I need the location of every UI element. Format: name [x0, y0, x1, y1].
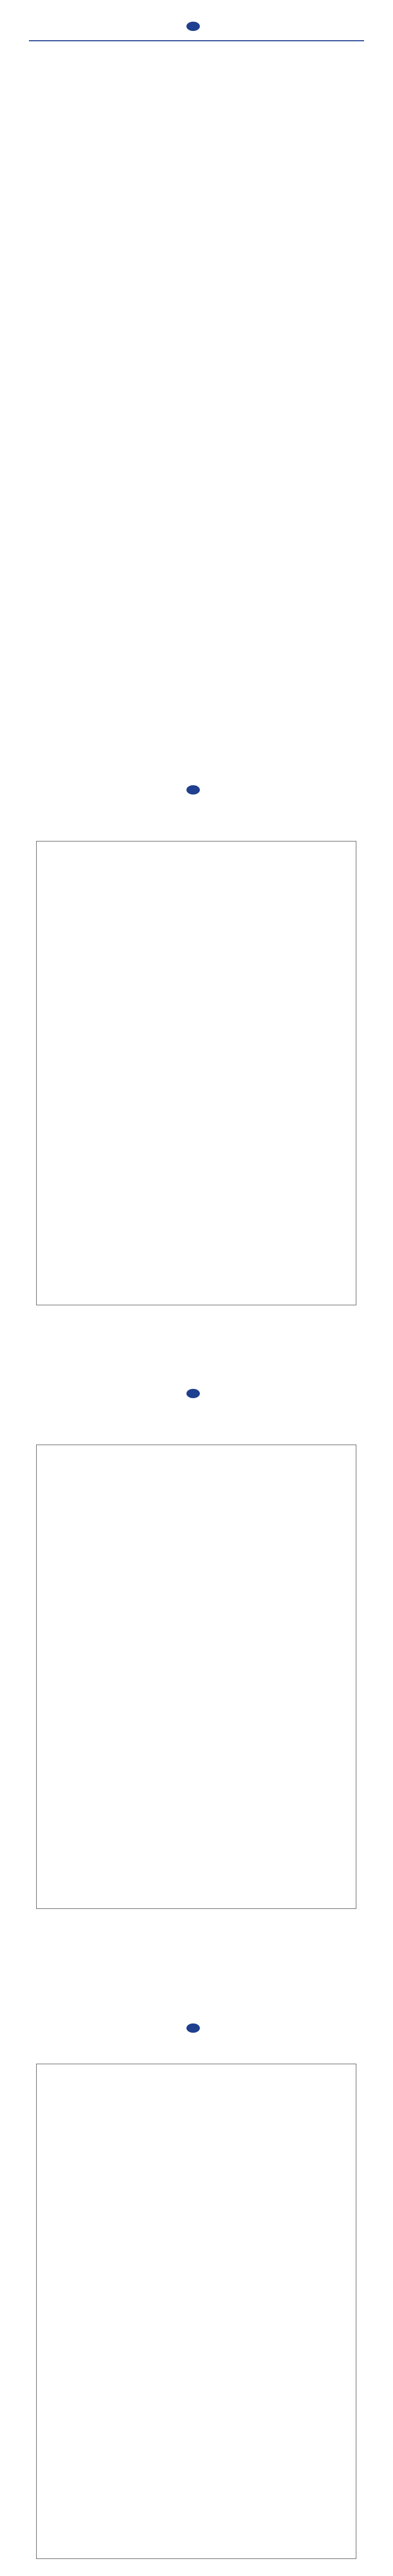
self-intro-page	[0, 2002, 393, 2569]
self-intro-box	[36, 2064, 356, 2559]
org-emblem-icon	[186, 2023, 200, 2033]
title-rule	[29, 40, 364, 41]
application-form-page-2	[0, 1367, 393, 1935]
org-emblem-icon	[186, 1389, 200, 1398]
org-emblem-icon	[186, 22, 200, 31]
org-logo	[0, 0, 393, 31]
org-logo	[0, 1367, 393, 1398]
notice-page	[0, 0, 393, 722]
application-table	[36, 841, 356, 1305]
application-form-page-1	[0, 764, 393, 1331]
org-emblem-icon	[186, 785, 200, 795]
org-logo	[0, 2002, 393, 2033]
org-logo	[0, 764, 393, 795]
application-table	[36, 1445, 356, 1909]
self-intro-header	[37, 2064, 356, 2085]
